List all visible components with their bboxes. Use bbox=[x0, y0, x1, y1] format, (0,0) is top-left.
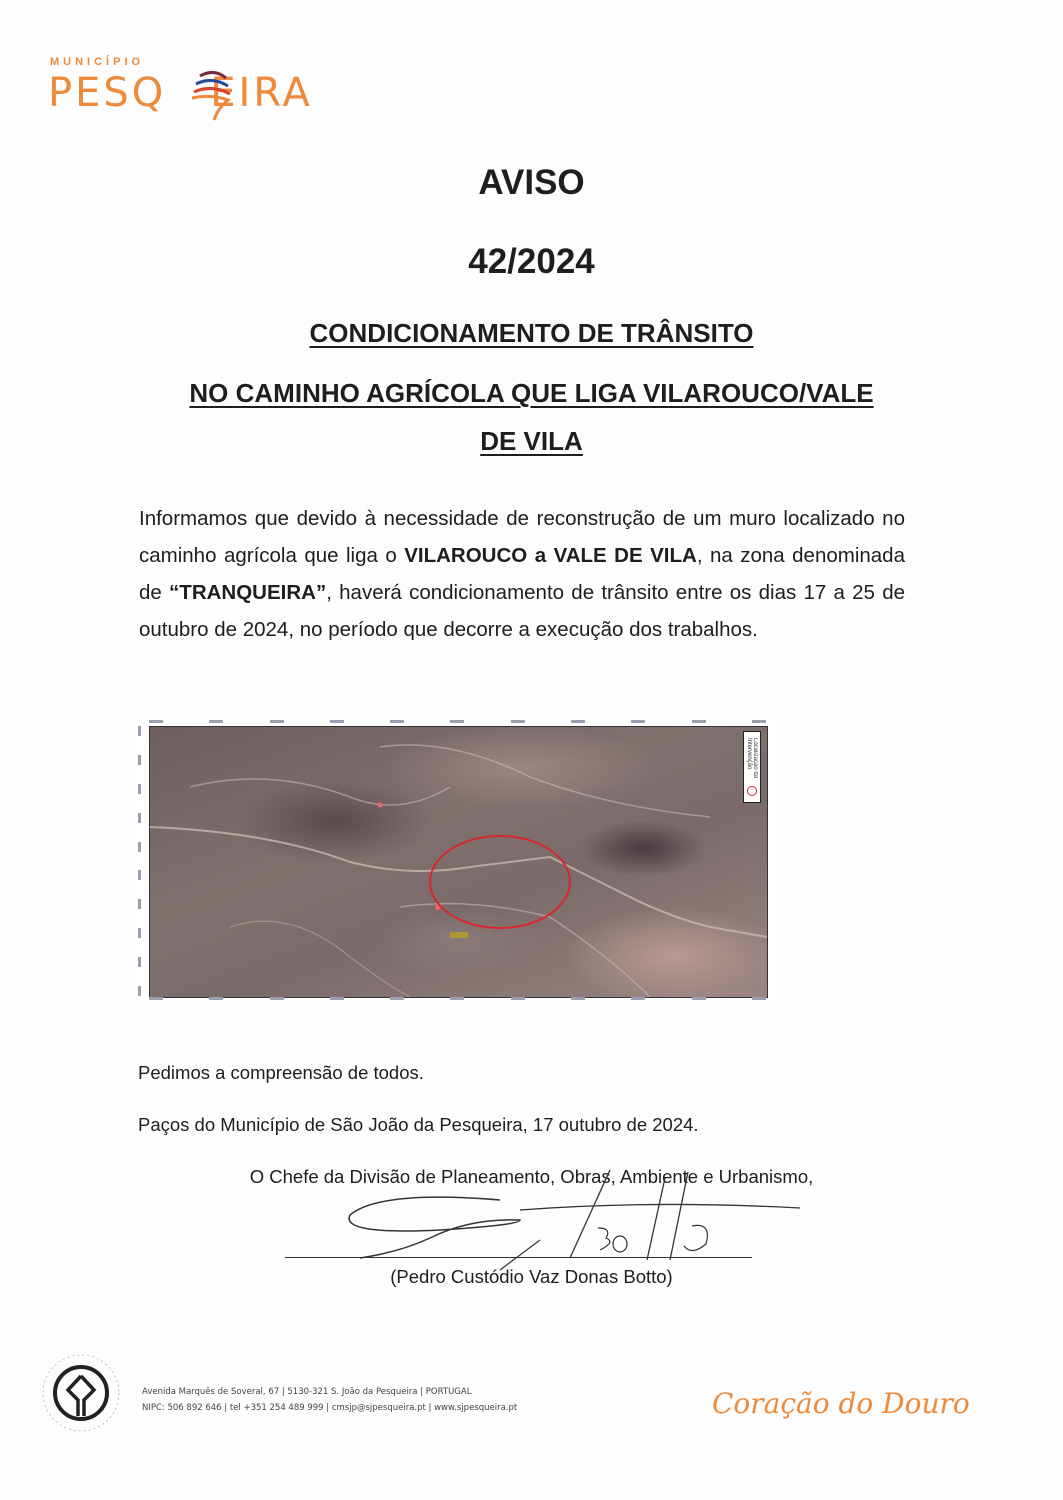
notice-subtitle-line-1: CONDICIONAMENTO DE TRÂNSITO bbox=[309, 318, 754, 348]
body-text: , haverá condicionamento de trânsito entre os dias 17 a 25 de outubro de 2024, no período que decorre a execução dos trabalhos. bbox=[139, 581, 906, 641]
logo-pesqueira-text bbox=[48, 70, 313, 116]
logo-text-right: EIRA bbox=[210, 70, 313, 116]
body-bold-tranqueira: “TRANQUEIRA” bbox=[169, 581, 327, 604]
notice-number: 42/2024 bbox=[468, 242, 595, 281]
satellite-image bbox=[149, 726, 768, 998]
notice-title: AVISO bbox=[478, 163, 585, 202]
logo-text-left: PESQ bbox=[48, 70, 167, 116]
notice-body-paragraph bbox=[139, 500, 905, 648]
body-bold-vale-de-vila: VALE DE VILA bbox=[553, 544, 697, 567]
logo-municipio-text: MUNICÍPIO bbox=[50, 56, 145, 68]
map-ticks-left bbox=[138, 726, 146, 996]
red-circle-icon bbox=[747, 786, 757, 796]
closing-request: Pedimos a compreensão de todos. bbox=[138, 1062, 424, 1083]
body-text: Informamos que devido à necessidade de reconstrução de um muro localizado no caminho agrícola que liga o bbox=[139, 507, 905, 567]
body-bold-a: a bbox=[527, 544, 554, 567]
body-bold-vilarouco: VILAROUCO bbox=[404, 544, 528, 567]
map-legend-label: Localização da Intervenção bbox=[746, 738, 758, 779]
map-legend bbox=[743, 731, 761, 803]
footer-contacts: NIPC: 506 892 646 | tel +351 254 489 999 | cmsjp@sjpesqueira.pt | www.sjpesqueira.pt bbox=[142, 1403, 518, 1413]
footer-address: Avenida Marquês de Soveral, 67 | 5130-321 S. João da Pesqueira | PORTUGAL bbox=[142, 1387, 472, 1397]
place-and-date: Paços do Município de São João da Pesqueira, 17 outubro de 2024. bbox=[138, 1114, 699, 1135]
body-text: , na zona denominada de bbox=[139, 544, 905, 604]
notice-subtitle-line-2: NO CAMINHO AGRÍCOLA QUE LIGA VILAROUCO/VALE bbox=[189, 378, 874, 408]
signatory-name: (Pedro Custódio Vaz Donas Botto) bbox=[390, 1266, 673, 1287]
world-heritage-emblem-icon bbox=[36, 1348, 126, 1438]
signatory-role: O Chefe da Divisão de Planeamento, Obras, Ambiente e Urbanismo, bbox=[249, 1166, 814, 1187]
slogan-coracao-do-douro: Coração do Douro bbox=[712, 1387, 970, 1420]
aerial-map bbox=[136, 720, 776, 1002]
notice-subtitle-line-3: DE VILA bbox=[480, 426, 583, 456]
handwritten-signature bbox=[320, 1170, 820, 1280]
municipio-pesqueira-logo bbox=[48, 56, 348, 126]
logo-swirl-icon bbox=[190, 68, 234, 122]
signature-line bbox=[285, 1257, 752, 1258]
intervention-location-marker bbox=[429, 835, 571, 929]
map-ticks-bottom bbox=[149, 997, 766, 1003]
